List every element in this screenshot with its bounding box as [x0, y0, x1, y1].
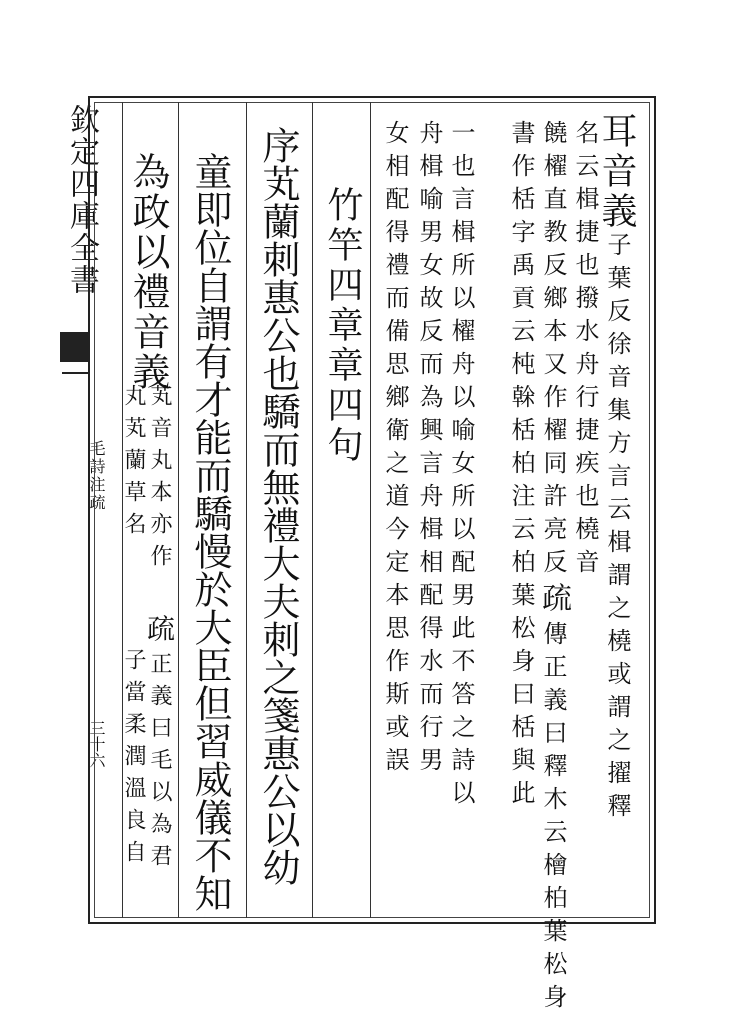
text-column: 子葉反徐音集方言云楫謂之橈或謂之擢釋: [603, 232, 631, 826]
shu-mark: 疏: [536, 582, 571, 621]
column-rule: [246, 102, 247, 918]
text-column: 名云楫捷也撥水舟行捷疾也橈音: [571, 120, 599, 582]
text-column: 書作栝字禹貢云杶榦栝柏注云柏葉松身曰栝與此: [507, 120, 535, 813]
text-column: 舟楫喻男女故反而為興言舟楫相配得水而行男: [415, 120, 443, 780]
chapter-count: 竹竿四章章四句: [322, 186, 363, 466]
shu-mark: 疏: [143, 614, 176, 652]
preface-column: 童即位自謂有才能而驕慢於大臣但習威儀不知: [188, 152, 232, 912]
gloss-column: 丸芄蘭草名: [121, 384, 146, 544]
preface-column: 為政以禮音義: [126, 152, 170, 392]
text-column: 一也言楫所以櫂舟以喻女所以配男此不答之詩以: [447, 120, 475, 813]
column-rule: [178, 102, 179, 918]
collection-title: 欽定四庫全書: [64, 104, 99, 296]
folio-number: 三十六: [87, 720, 106, 768]
column-text: 正義曰毛以為君: [147, 652, 172, 876]
seal-rule: [62, 372, 88, 374]
gloss-column: 子當柔潤溫良自: [121, 648, 146, 872]
heading-yinyi: 耳音義: [596, 112, 637, 232]
book-title: 毛詩注疏: [87, 440, 106, 512]
gloss-column: 芄音丸本亦作: [147, 384, 172, 576]
column-text: 傳正義曰釋木云檜柏葉松身: [539, 621, 567, 1017]
preface-column: 序芄蘭刺惠公也驕而無禮大夫刺之箋惠公以幼: [256, 126, 300, 886]
gloss-column: [143, 614, 176, 876]
text-column: 女相配得禮而備思鄉衛之道今定本思作斯或誤: [381, 120, 409, 780]
column-text: 饒櫂直教反鄉本又作櫂同許亮反: [539, 120, 567, 582]
text-column: [536, 120, 571, 1017]
seal-mark: [60, 332, 90, 362]
column-rule: [370, 102, 371, 918]
column-rule: [312, 102, 313, 918]
